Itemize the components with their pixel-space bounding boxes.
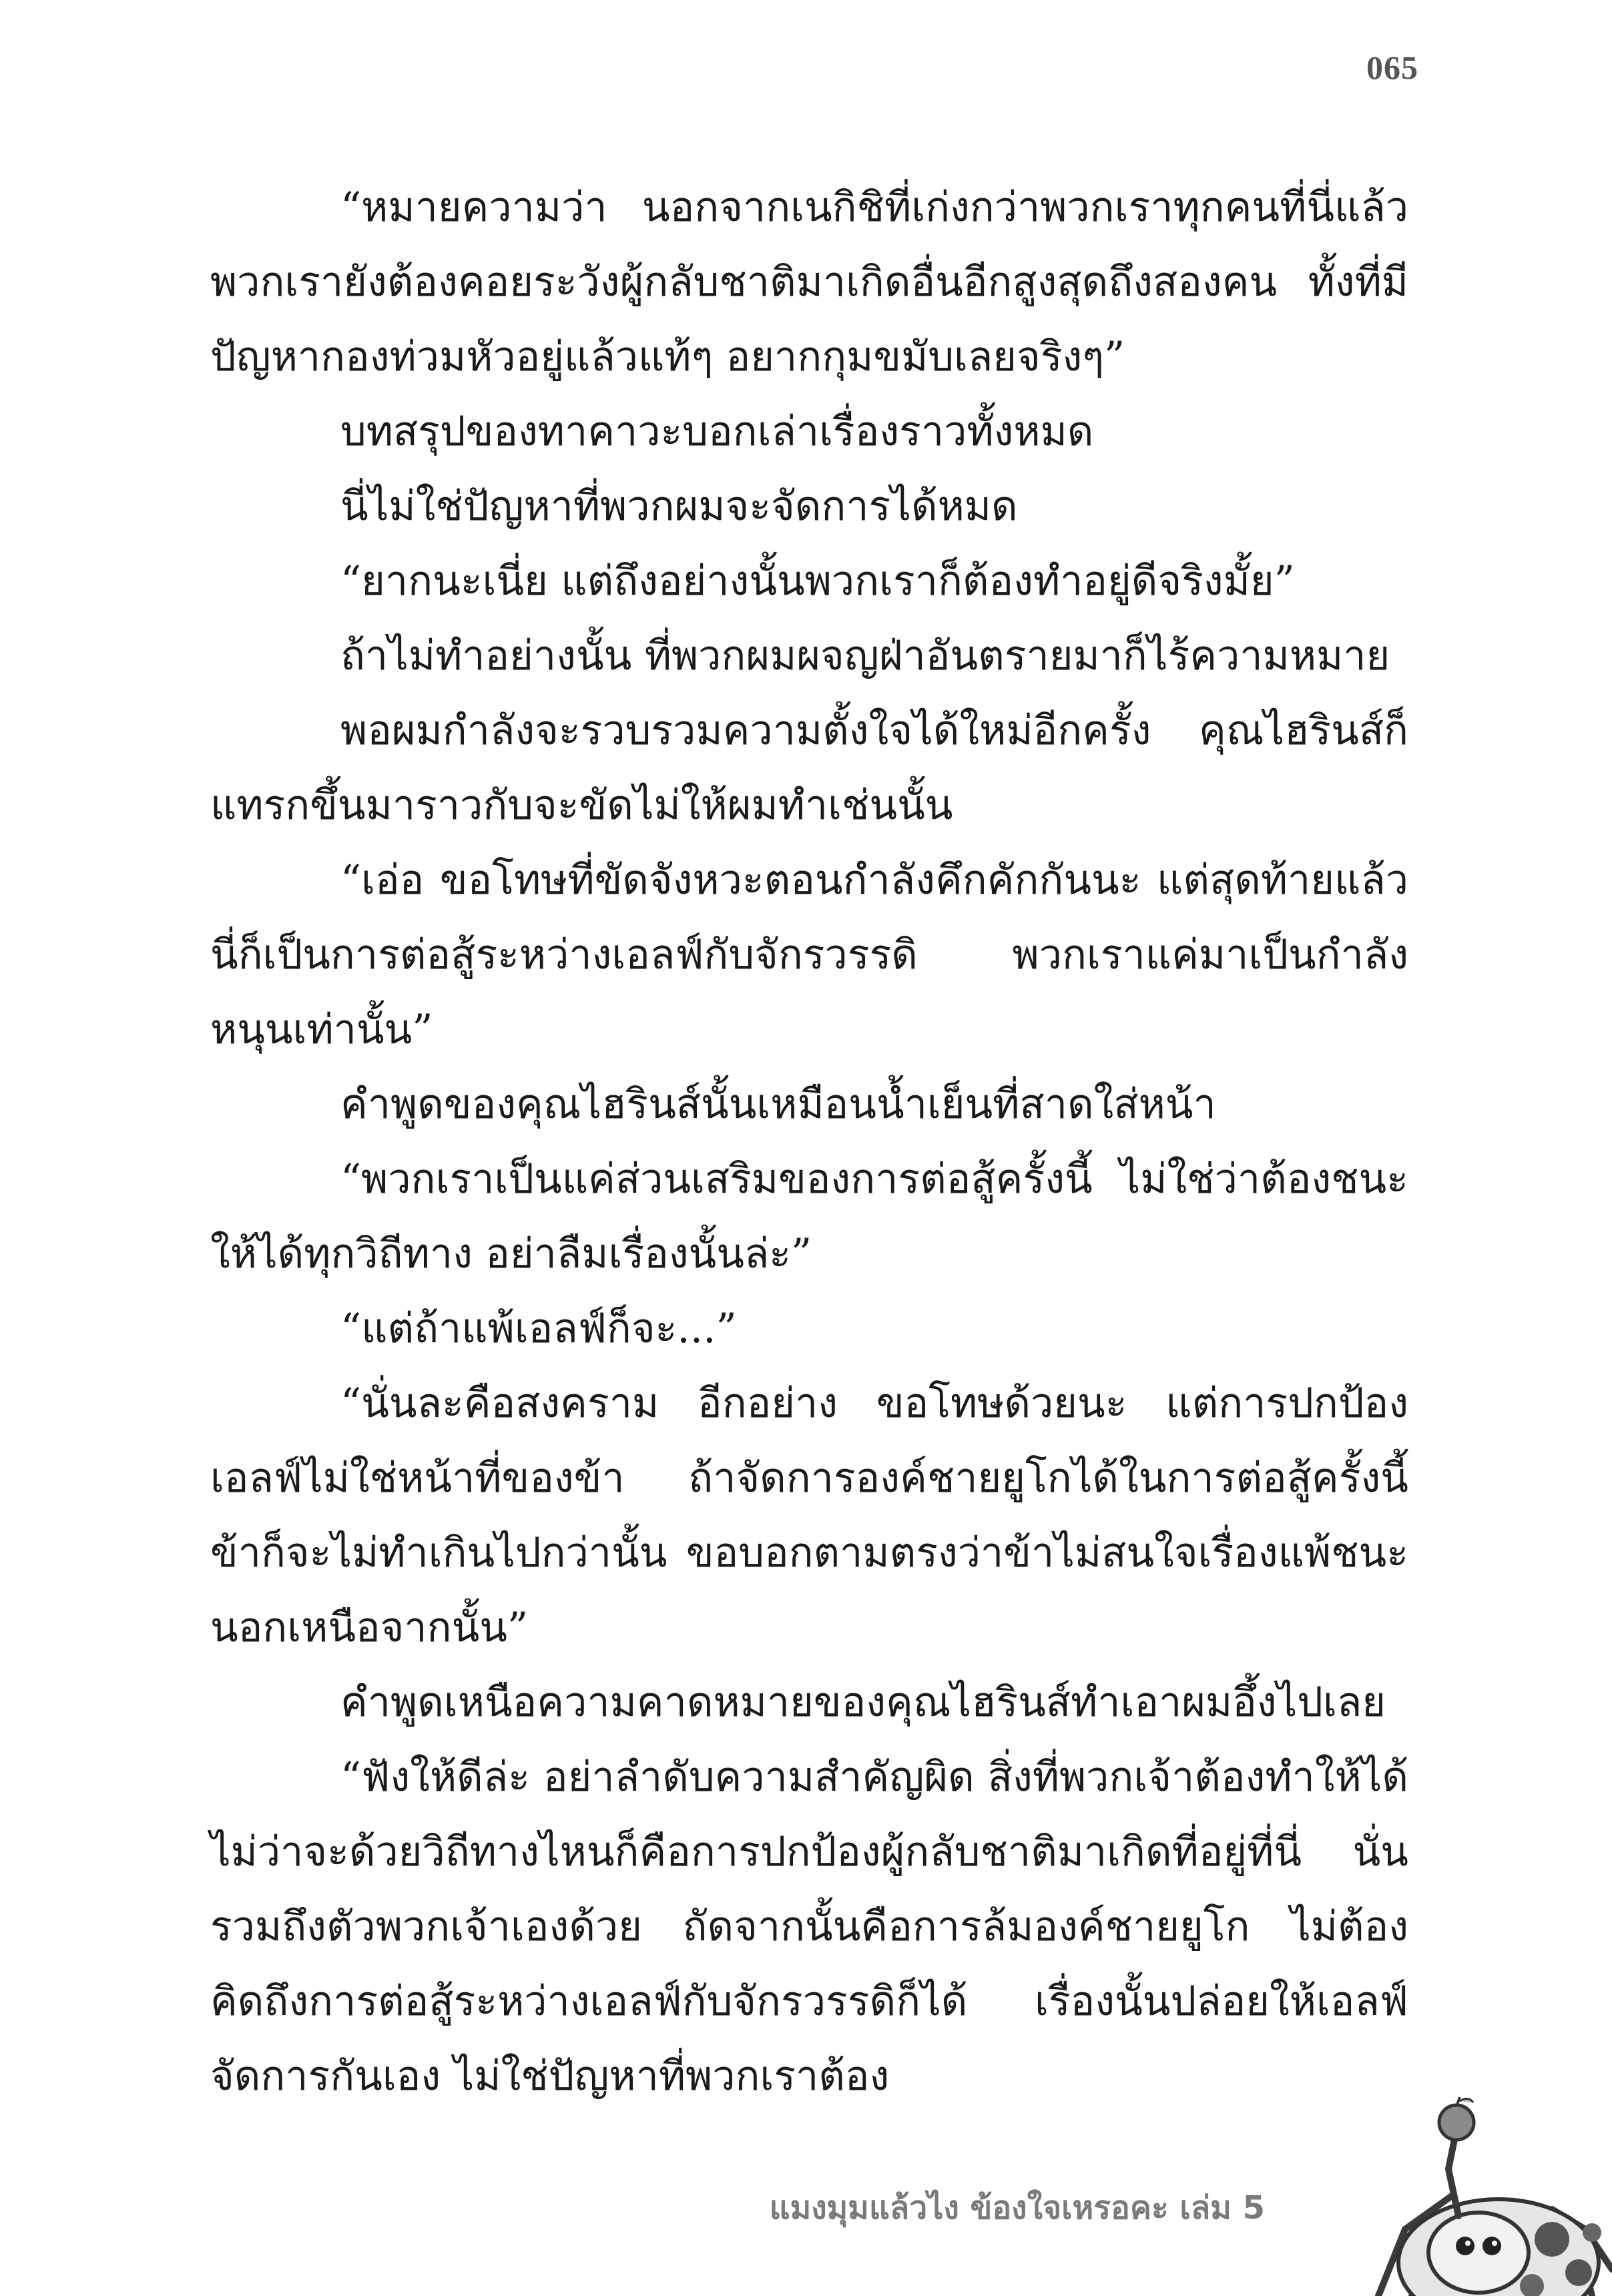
paragraph: “นั่นละคือสงคราม อีกอย่าง ขอโทษด้วยนะ แต่การปกป้องเอลฟ์ไม่ใช่หน้าที่ของข้า ถ้าจัดการองค์ชายยูโกได้ในการต่อสู้ครั้งนี้ ข้าก็จะไม่ทำเกินไปกว่านั้น ขอบอกตามตรงว่าข้าไม่สนใจเรื่องแพ้ชนะนอกเหนือจากนั้น”	[210, 1380, 1408, 1651]
paragraph: พอผมกำลังจะรวบรวมความตั้งใจได้ใหม่อีกครั้ง คุณไฮรินส์ก็แทรกขึ้นมาราวกับจะขัดไม่ให้ผมทำเช่นนั้น	[210, 707, 1408, 829]
spider-mascot-illustration	[1298, 2096, 1612, 2296]
paragraph: “เอ่อ ขอโทษที่ขัดจังหวะตอนกำลังคึกคักกันนะ แต่สุดท้ายแล้วนี่ก็เป็นการต่อสู้ระหว่างเอลฟ์กับจักรวรรดิ พวกเราแค่มาเป็นกำลังหนุนเท่านั้น”	[210, 856, 1408, 1053]
paragraph: “ฟังให้ดีล่ะ อย่าลำดับความสำคัญผิด สิ่งที่พวกเจ้าต้องทำให้ได้ไม่ว่าจะด้วยวิถีทางไหนก็คือการปกป้องผู้กลับชาติมาเกิดที่อยู่ที่นี่ นั่นรวมถึงตัวพวกเจ้าเองด้วย ถัดจากนั้นคือการล้มองค์ชายยูโก ไม่ต้องคิดถึงการต่อสู้ระหว่างเอลฟ์กับจักรวรรดิก็ได้ เรื่องนั้นปล่อยให้เอลฟ์จัดการกันเอง ไม่ใช่ปัญหาที่พวกเราต้อง	[210, 1753, 1408, 2100]
paragraph: บทสรุปของทาคาวะบอกเล่าเรื่องราวทั้งหมด	[340, 408, 1094, 455]
paragraph: “ยากนะเนี่ย แต่ถึงอย่างนั้นพวกเราก็ต้องทำอยู่ดีจริงมั้ย”	[340, 557, 1295, 605]
running-footer-title: แมงมุมแล้วไง ข้องใจเหรอคะ เล่ม 5	[769, 2189, 1265, 2227]
paragraph: “แต่ถ้าแพ้เอลฟ์ก็จะ...”	[340, 1305, 737, 1352]
paragraph: คำพูดเหนือความคาดหมายของคุณไฮรินส์ทำเอาผมอึ้งไปเลย	[340, 1679, 1386, 1726]
paragraph: นี่ไม่ใช่ปัญหาที่พวกผมจะจัดการได้หมด	[340, 483, 1018, 530]
body-text	[210, 170, 1408, 2114]
paragraph: คำพูดของคุณไฮรินส์นั้นเหมือนน้ำเย็นที่สาดใส่หน้า	[340, 1081, 1216, 1128]
page-number: 065	[1366, 49, 1418, 86]
paragraph: ถ้าไม่ทำอย่างนั้น ที่พวกผมผจญฝ่าอันตรายมาก็ไร้ความหมาย	[340, 632, 1390, 679]
paragraph: “หมายความว่า นอกจากเนกิชิที่เก่งกว่าพวกเราทุกคนที่นี่แล้ว พวกเรายังต้องคอยระวังผู้กลับชาติมาเกิดอื่นอีกสูงสุดถึงสองคน ทั้งที่มีปัญหากองท่วมหัวอยู่แล้วแท้ๆ อยากกุมขมับเลยจริงๆ”	[210, 184, 1408, 380]
paragraph: “พวกเราเป็นแค่ส่วนเสริมของการต่อสู้ครั้งนี้ ไม่ใช่ว่าต้องชนะให้ได้ทุกวิถีทาง อย่าลืมเรื่องนั้นล่ะ”	[210, 1155, 1408, 1277]
